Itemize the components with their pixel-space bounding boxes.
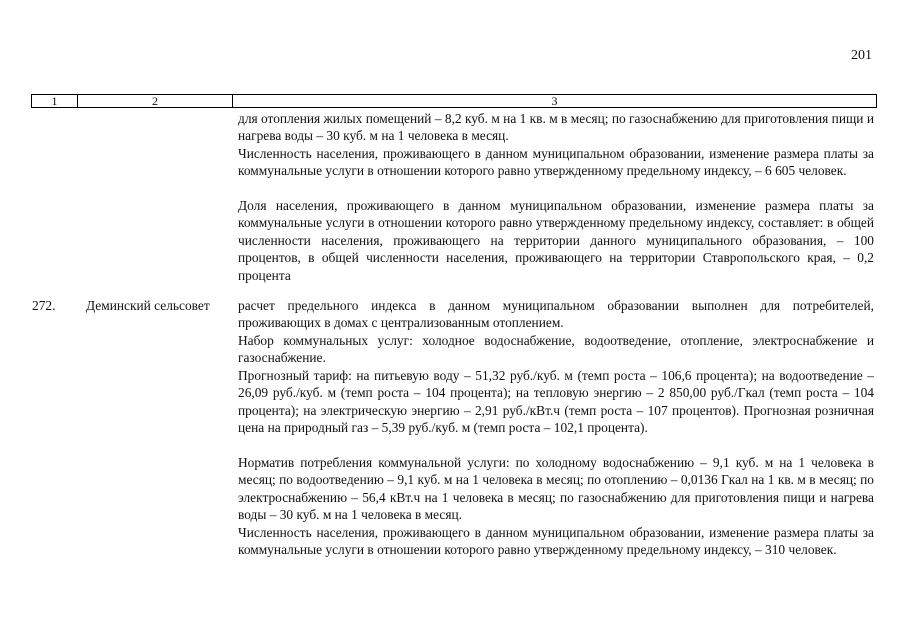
- entry-paragraph: Норматив потребления коммунальной услуги: по холодному водоснабжению – 9,1 куб. м на 1 человека в месяц; по водоотведению – 9,1 куб. м на 1 человека в месяц; по отоплению – 0,0136 Гкал на 1 кв. м в месяц; по электроснабжению – 56,4 кВт.ч на 1 человека в месяц; по газоснабжению для приготовления пищи и нагрева воды – 30 куб. м на 1 человека в месяц.: [238, 455, 874, 523]
- entry-paragraph: Численность населения, проживающего в данном муниципальном образовании, изменение размера платы за коммунальные услуги в отношении которого равно утвержденному предельному индексу, – 310 человек.: [238, 525, 874, 558]
- entry-paragraph: Прогнозный тариф: на питьевую воду – 51,32 руб./куб. м (темп роста – 106,6 процента); на водоотведение – 26,09 руб./куб. м (темп роста – 104 процента); на тепловую энергию – 2 850,00 руб./Гкал (темп роста – 104 процента); на электрическую энергию – 2,91 руб./кВт.ч (темп роста – 107 процентов). Прогнозная розничная цена на природный газ – 5,39 руб./куб. м (темп роста – 102,1 процента).: [238, 368, 874, 436]
- column-header-2: 2: [78, 95, 233, 107]
- column-header-3: 3: [551, 94, 558, 108]
- entry-paragraph: Набор коммунальных услуг: холодное водоснабжение, водоотведение, отопление, электроснабжение и газоснабжение.: [238, 333, 874, 366]
- column-header-1: 1: [32, 95, 78, 107]
- continued-paragraph: для отопления жилых помещений – 8,2 куб. м на 1 кв. м в месяц; по газоснабжению для приготовления пищи и нагрева воды – 30 куб. м на 1 человека в месяц.: [238, 111, 874, 144]
- continued-paragraph: Численность населения, проживающего в данном муниципальном образовании, изменение размера платы за коммунальные услуги в отношении которого равно утвержденному предельному индексу, – 6 605 человек.: [238, 146, 874, 179]
- entry-number: 272.: [32, 298, 56, 313]
- entry-name: Деминский сельсовет: [86, 298, 210, 313]
- continued-paragraph: Доля населения, проживающего в данном муниципальном образовании, изменение размера платы за коммунальные услуги в отношении которого равно утвержденному предельному индексу, составляет: в общей численности населения, проживающего на территории данного муниципального образования, – 100 процентов, в общей численности населения, проживающего на территории Ставропольского края, – 0,2 процента: [238, 198, 874, 283]
- column-header-row: [31, 94, 877, 108]
- page-number: 201: [851, 48, 872, 63]
- entry-paragraph: расчет предельного индекса в данном муниципальном образовании выполнен для потребителей, проживающих в домах с централизованным отоплением.: [238, 298, 874, 331]
